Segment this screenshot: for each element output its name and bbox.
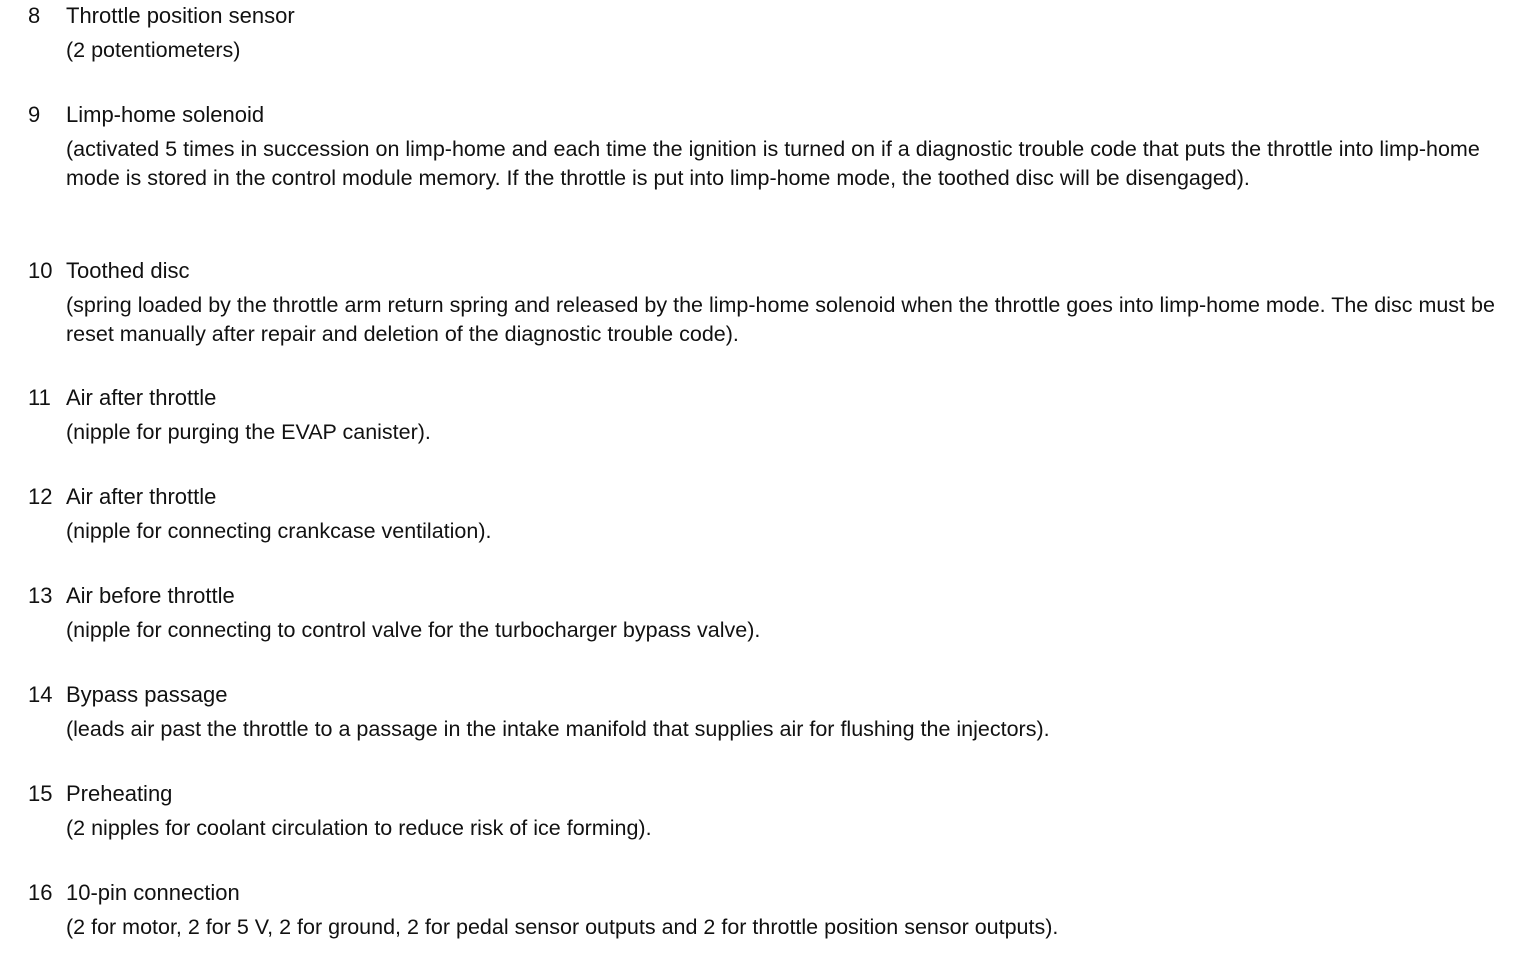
item-number: 12 [28,484,53,509]
item-number: 14 [28,682,53,707]
item-number: 11 [28,385,51,410]
item-title: Toothed disc [66,258,190,283]
item-description: (2 nipples for coolant circulation to reduce risk of ice forming). [66,816,652,840]
item-number: 15 [28,781,53,806]
item-title: 10-pin connection [66,880,240,905]
item-number: 8 [28,3,41,28]
item-title: Air before throttle [66,583,235,608]
item-description: (2 potentiometers) [66,38,241,62]
item-title: Limp-home solenoid [66,102,265,127]
item-description: (nipple for connecting crankcase ventilation). [66,519,492,543]
item-title: Throttle position sensor [66,3,295,28]
item-description: (spring loaded by the throttle arm return spring and released by the limp-home solenoid when the throttle goes into limp-home mode. The disc must be reset manually after repair and deletion of the diagnostic trouble code). [66,293,1495,346]
item-number: 9 [28,102,41,127]
item-title: Air after throttle [66,385,217,410]
item-number: 13 [28,583,53,608]
item-description: (activated 5 times in succession on limp-home and each time the ignition is turned on if a diagnostic trouble code that puts the throttle into limp-home mode is stored in the control module memory. If the throttle is put into limp-home mode, the toothed disc will be disengaged). [66,137,1480,190]
item-description: (nipple for purging the EVAP canister). [66,420,431,444]
item-title: Bypass passage [66,682,228,707]
item-number: 10 [28,258,53,283]
item-description: (leads air past the throttle to a passage in the intake manifold that supplies air for flushing the injectors). [66,717,1050,741]
item-number: 16 [28,880,53,905]
item-description: (2 for motor, 2 for 5 V, 2 for ground, 2 for pedal sensor outputs and 2 for throttle position sensor outputs). [66,915,1059,939]
item-title: Air after throttle [66,484,217,509]
item-title: Preheating [66,781,173,806]
item-description: (nipple for connecting to control valve for the turbocharger bypass valve). [66,618,761,642]
